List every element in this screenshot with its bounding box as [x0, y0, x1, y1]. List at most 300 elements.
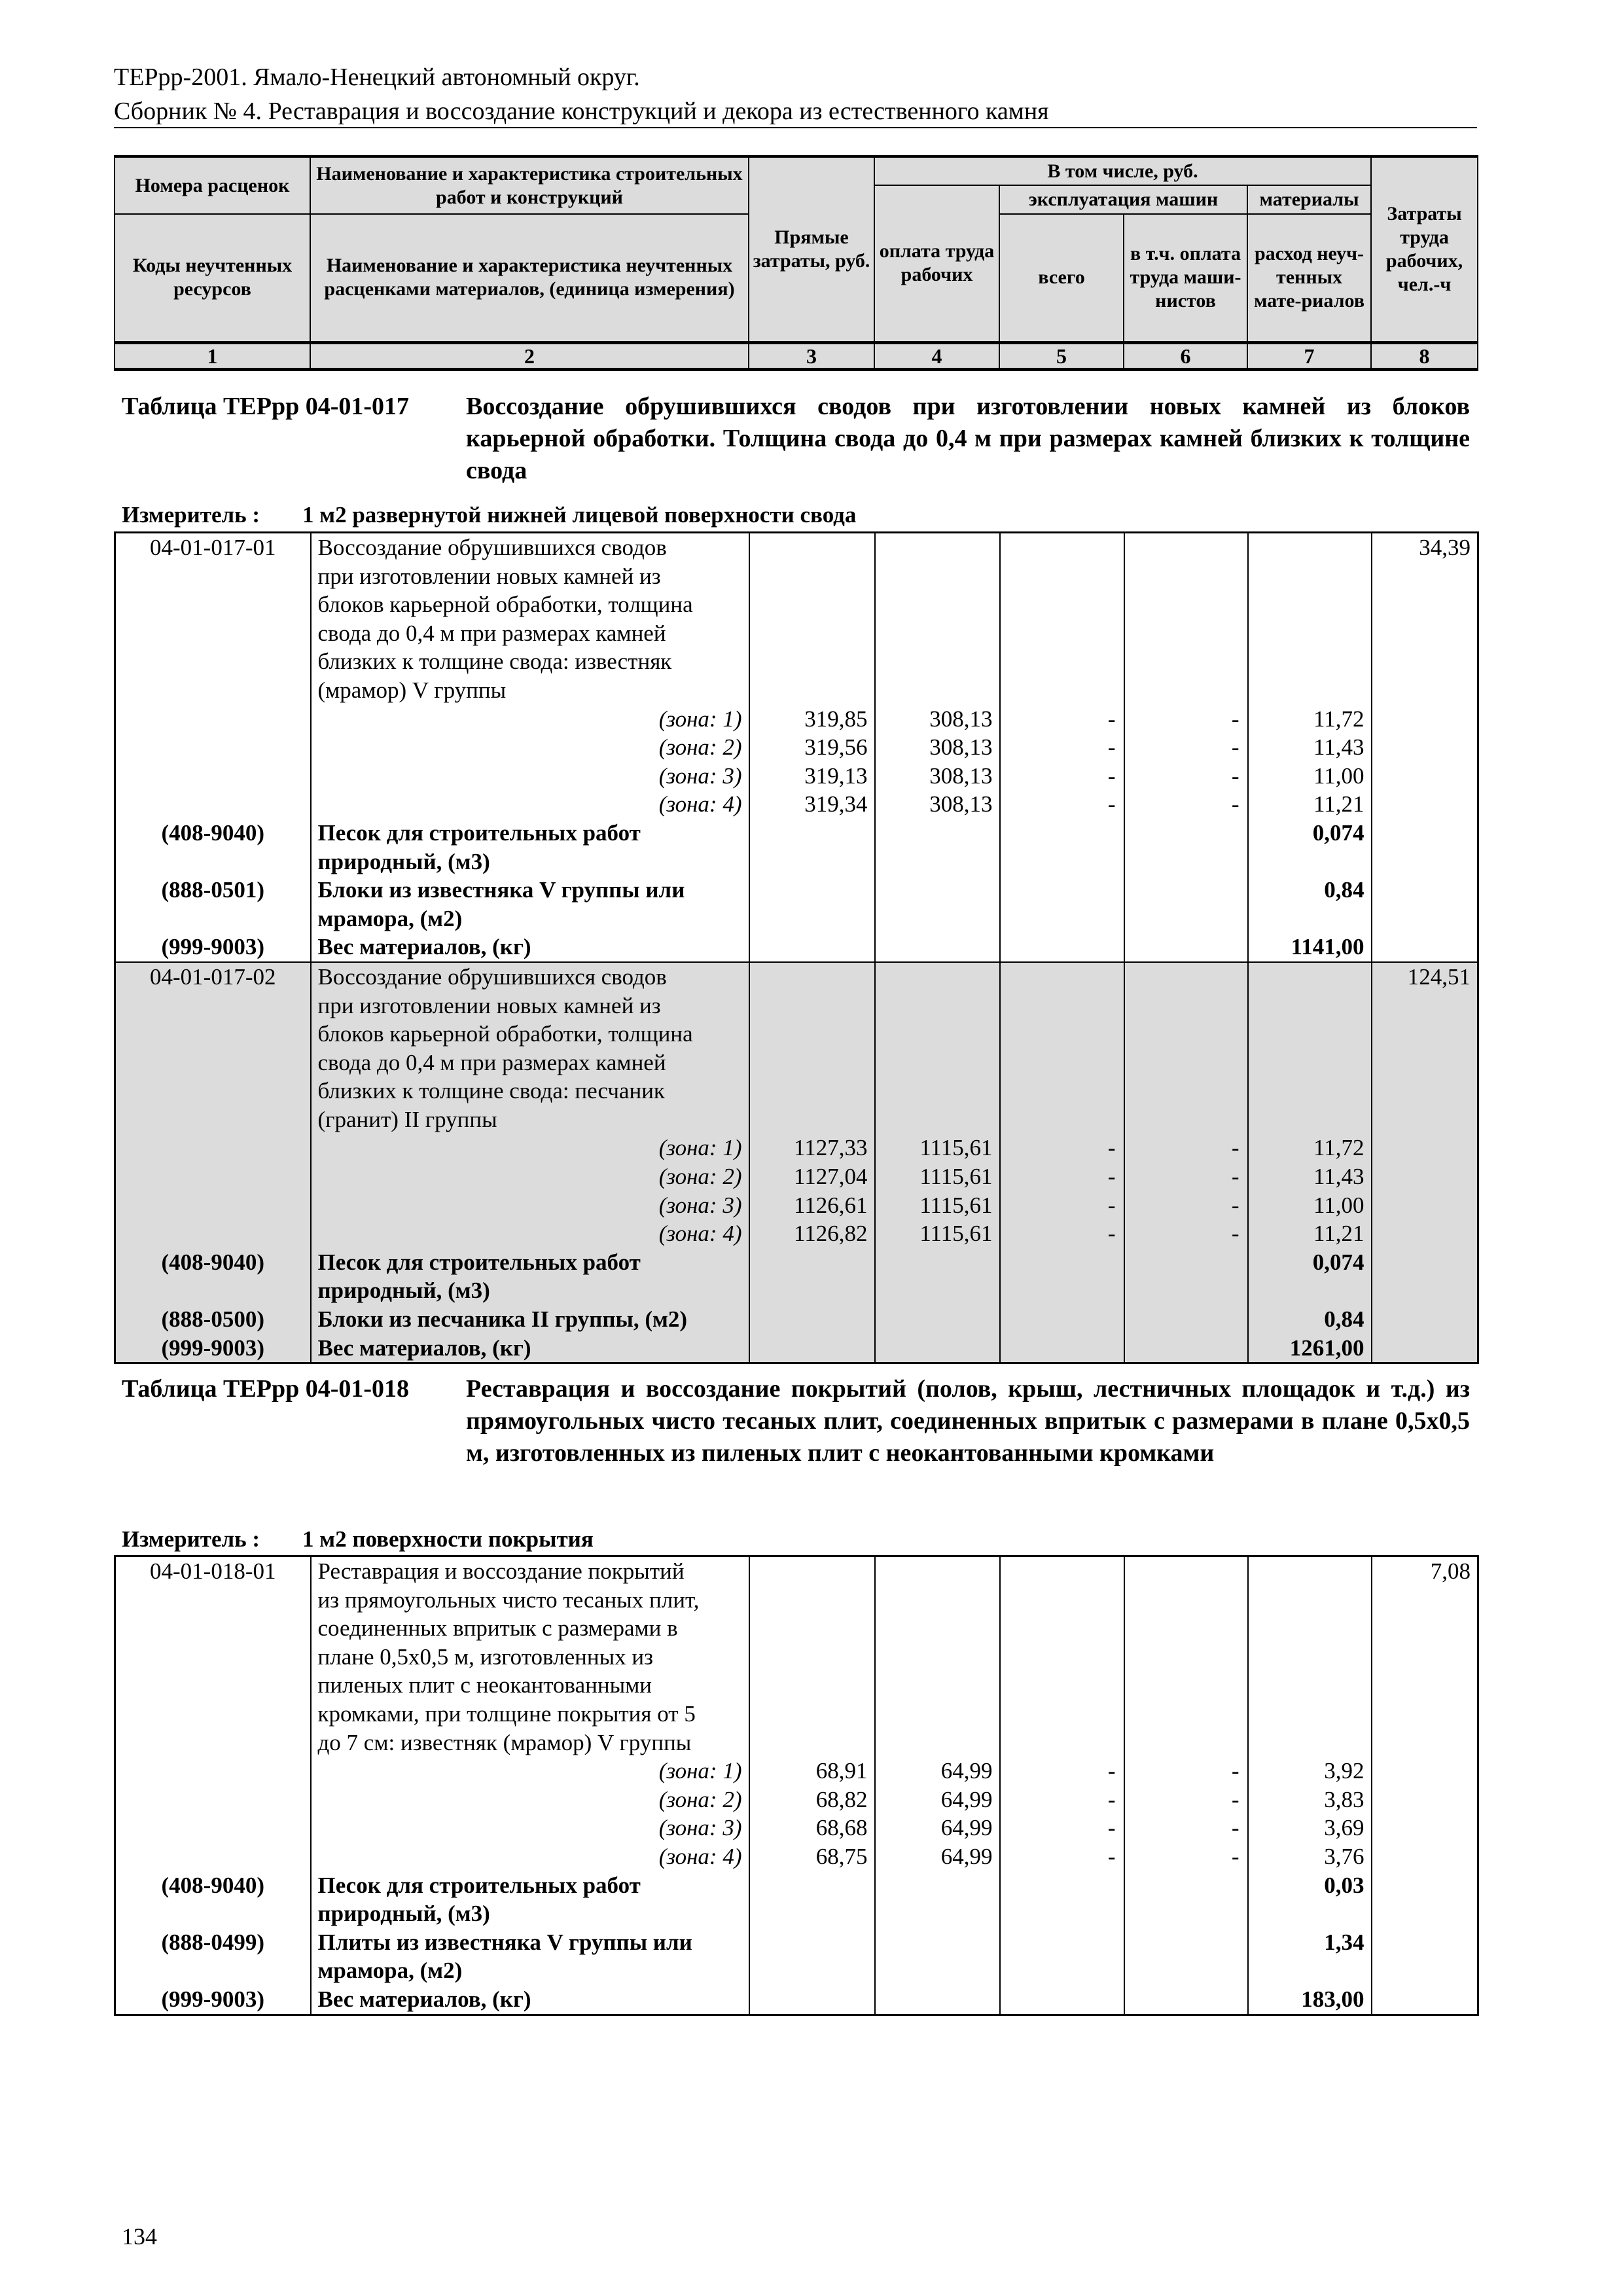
- empty-cell: [115, 1614, 311, 1643]
- empty-cell: [875, 590, 1000, 619]
- labor-pay-value: 1115,61: [875, 1162, 1000, 1191]
- table-row: [115, 1049, 1478, 1077]
- empty-cell: [1124, 676, 1248, 705]
- labor-pay-value: 64,99: [875, 1785, 1000, 1814]
- empty-cell: [749, 533, 875, 562]
- empty-cell: [1000, 590, 1124, 619]
- empty-cell: [1372, 1899, 1478, 1928]
- empty-cell: [115, 1105, 311, 1134]
- empty-cell: [1124, 1671, 1248, 1700]
- empty-cell: [115, 1134, 311, 1162]
- machinist-pay-value: -: [1124, 1842, 1248, 1871]
- empty-cell: [1372, 992, 1478, 1020]
- empty-cell: [875, 1956, 1000, 1985]
- resource-name-line: Блоки из известняка V группы или: [311, 876, 749, 905]
- materials-value: 11,00: [1248, 1191, 1372, 1220]
- labor-pay-value: 308,13: [875, 733, 1000, 762]
- empty-cell: [115, 1700, 311, 1729]
- empty-cell: [1248, 533, 1372, 562]
- empty-cell: [115, 1077, 311, 1105]
- table-row: [115, 676, 1478, 705]
- table-row: [115, 1305, 1478, 1334]
- empty-cell: [1372, 1842, 1478, 1871]
- empty-cell: [1372, 1871, 1478, 1900]
- empty-cell: [1124, 905, 1248, 933]
- empty-cell: [1248, 676, 1372, 705]
- resource-quantity: 1,34: [1248, 1928, 1372, 1957]
- zone-label: (зона: 3): [311, 1814, 749, 1842]
- empty-cell: [749, 1248, 875, 1277]
- empty-cell: [749, 1556, 875, 1586]
- resource-name-line: природный, (м3): [311, 1899, 749, 1928]
- table-row: [115, 733, 1478, 762]
- table-row: [115, 1248, 1478, 1277]
- table-row: [115, 1191, 1478, 1220]
- empty-cell: [1248, 848, 1372, 876]
- empty-cell: [1000, 676, 1124, 705]
- running-header-subtitle: Сборник № 4. Реставрация и воссоздание конструкций и декора из естественного камня: [114, 98, 1049, 125]
- empty-cell: [1124, 933, 1248, 962]
- table-row: [115, 1871, 1478, 1900]
- table-row: [115, 1814, 1478, 1842]
- empty-cell: [749, 1614, 875, 1643]
- zone-label: (зона: 3): [311, 762, 749, 791]
- empty-cell: [749, 1729, 875, 1757]
- header-labor-pay: оплата труда рабочих: [874, 185, 999, 342]
- empty-cell: [875, 905, 1000, 933]
- rate-description-line: из прямоугольных чисто тесаных плит,: [311, 1586, 749, 1615]
- empty-cell: [1372, 619, 1478, 648]
- header-machinist-pay: в т.ч. оплата труда маши-нистов: [1124, 214, 1247, 342]
- table-row: [115, 1671, 1478, 1700]
- empty-cell: [1248, 619, 1372, 648]
- labor-pay-value: 64,99: [875, 1814, 1000, 1842]
- empty-cell: [1000, 1928, 1124, 1957]
- header-rate-numbers: Номера расценок: [115, 156, 310, 214]
- machinist-pay-value: -: [1124, 1219, 1248, 1248]
- direct-costs-value: 1126,61: [749, 1191, 875, 1220]
- table-row: [115, 1586, 1478, 1615]
- empty-cell: [1124, 1899, 1248, 1928]
- machine-total-value: -: [1000, 1785, 1124, 1814]
- direct-costs-value: 1126,82: [749, 1219, 875, 1248]
- empty-cell: [115, 1899, 311, 1928]
- empty-cell: [1248, 1077, 1372, 1105]
- empty-cell: [1372, 1305, 1478, 1334]
- empty-cell: [749, 1105, 875, 1134]
- empty-cell: [875, 1248, 1000, 1277]
- empty-cell: [1372, 905, 1478, 933]
- header-machine-operation: эксплуатация машин: [999, 185, 1247, 214]
- resource-quantity: 0,03: [1248, 1871, 1372, 1900]
- labor-costs-value: 124,51: [1372, 962, 1478, 992]
- empty-cell: [115, 1842, 311, 1871]
- materials-value: 11,00: [1248, 762, 1372, 791]
- empty-cell: [1372, 1334, 1478, 1363]
- empty-cell: [875, 1871, 1000, 1900]
- resource-quantity: 0,074: [1248, 1248, 1372, 1277]
- page-number: 134: [122, 2223, 157, 2250]
- empty-cell: [875, 1586, 1000, 1615]
- empty-cell: [115, 1586, 311, 1615]
- rate-description-line: соединенных впритык с размерами в: [311, 1614, 749, 1643]
- empty-cell: [1124, 533, 1248, 562]
- table-row: [115, 905, 1478, 933]
- rate-description-line: при изготовлении новых камней из: [311, 992, 749, 1020]
- empty-cell: [1000, 619, 1124, 648]
- empty-cell: [1372, 1162, 1478, 1191]
- rate-code: 04-01-018-01: [115, 1556, 311, 1586]
- materials-value: 3,92: [1248, 1757, 1372, 1785]
- empty-cell: [875, 962, 1000, 992]
- empty-cell: [875, 1556, 1000, 1586]
- resource-name-line: Песок для строительных работ: [311, 819, 749, 848]
- empty-cell: [875, 1077, 1000, 1105]
- table-row: [115, 1556, 1478, 1586]
- table-row: [115, 562, 1478, 591]
- column-number: 2: [310, 342, 749, 369]
- rates-table: [114, 1555, 1479, 2016]
- empty-cell: [1000, 647, 1124, 676]
- direct-costs-value: 1127,33: [749, 1134, 875, 1162]
- empty-cell: [1124, 819, 1248, 848]
- empty-cell: [875, 1729, 1000, 1757]
- empty-cell: [1248, 562, 1372, 591]
- empty-cell: [1000, 1899, 1124, 1928]
- machinist-pay-value: -: [1124, 1757, 1248, 1785]
- table-row: [115, 590, 1478, 619]
- empty-cell: [749, 1871, 875, 1900]
- empty-cell: [875, 676, 1000, 705]
- machinist-pay-value: -: [1124, 1162, 1248, 1191]
- empty-cell: [1372, 1077, 1478, 1105]
- machine-total-value: -: [1000, 790, 1124, 819]
- empty-cell: [749, 647, 875, 676]
- resource-quantity: 1141,00: [1248, 933, 1372, 962]
- header-direct-costs: Прямые затраты, руб.: [749, 156, 874, 342]
- rate-description-line: Реставрация и воссоздание покрытий: [311, 1556, 749, 1586]
- empty-cell: [875, 1643, 1000, 1672]
- empty-cell: [115, 733, 311, 762]
- resource-name-line: Вес материалов, (кг): [311, 1334, 749, 1363]
- empty-cell: [1372, 1105, 1478, 1134]
- table-row: [115, 1729, 1478, 1757]
- direct-costs-value: 68,75: [749, 1842, 875, 1871]
- empty-cell: [749, 590, 875, 619]
- empty-cell: [1124, 1305, 1248, 1334]
- table-row: [115, 762, 1478, 791]
- table-row: [115, 619, 1478, 648]
- empty-cell: [749, 1077, 875, 1105]
- rate-description-line: при изготовлении новых камней из: [311, 562, 749, 591]
- resource-code: (408-9040): [115, 819, 311, 848]
- empty-cell: [875, 992, 1000, 1020]
- empty-cell: [749, 819, 875, 848]
- empty-cell: [875, 1020, 1000, 1049]
- machinist-pay-value: -: [1124, 1814, 1248, 1842]
- empty-cell: [1124, 992, 1248, 1020]
- table-row: [115, 962, 1478, 992]
- empty-cell: [1124, 1985, 1248, 2015]
- empty-cell: [749, 619, 875, 648]
- empty-cell: [1124, 562, 1248, 591]
- empty-cell: [749, 1928, 875, 1957]
- rate-description-line: (гранит) II группы: [311, 1105, 749, 1134]
- empty-cell: [1000, 1276, 1124, 1305]
- labor-pay-value: 1115,61: [875, 1191, 1000, 1220]
- empty-cell: [115, 1729, 311, 1757]
- empty-cell: [1000, 533, 1124, 562]
- zone-label: (зона: 2): [311, 1785, 749, 1814]
- direct-costs-value: 1127,04: [749, 1162, 875, 1191]
- empty-cell: [115, 590, 311, 619]
- materials-value: 11,43: [1248, 733, 1372, 762]
- empty-cell: [1372, 733, 1478, 762]
- empty-cell: [875, 562, 1000, 591]
- empty-cell: [1372, 1049, 1478, 1077]
- empty-cell: [1372, 1729, 1478, 1757]
- header-resource-codes: Коды неучтенных ресурсов: [115, 214, 310, 342]
- materials-value: 3,69: [1248, 1814, 1372, 1842]
- materials-value: 11,43: [1248, 1162, 1372, 1191]
- empty-cell: [1000, 1248, 1124, 1277]
- table-row: [115, 1899, 1478, 1928]
- rate-description-line: Воссоздание обрушившихся сводов: [311, 533, 749, 562]
- empty-cell: [1124, 1334, 1248, 1363]
- empty-cell: [1000, 1985, 1124, 2015]
- empty-cell: [1372, 562, 1478, 591]
- zone-label: (зона: 1): [311, 705, 749, 734]
- table-row: [115, 1276, 1478, 1305]
- empty-cell: [1000, 876, 1124, 905]
- header-material-name: Наименование и характеристика неучтенных расценками материалов, (единица измерения): [310, 214, 749, 342]
- measure-unit: [122, 1526, 594, 1553]
- empty-cell: [1000, 962, 1124, 992]
- direct-costs-value: 319,85: [749, 705, 875, 734]
- table-row: [115, 1162, 1478, 1191]
- rate-description-line: свода до 0,4 м при размерах камней: [311, 619, 749, 648]
- empty-cell: [1372, 1785, 1478, 1814]
- resource-name-line: Песок для строительных работ: [311, 1871, 749, 1900]
- machine-total-value: -: [1000, 1219, 1124, 1248]
- empty-cell: [1000, 1334, 1124, 1363]
- empty-cell: [1372, 1614, 1478, 1643]
- empty-cell: [1124, 1276, 1248, 1305]
- empty-cell: [1372, 1671, 1478, 1700]
- empty-cell: [1248, 590, 1372, 619]
- table-row: [115, 1985, 1478, 2015]
- empty-cell: [1000, 992, 1124, 1020]
- empty-cell: [1000, 1586, 1124, 1615]
- empty-cell: [875, 1105, 1000, 1134]
- rate-description-line: блоков карьерной обработки, толщина: [311, 590, 749, 619]
- labor-costs-value: 7,08: [1372, 1556, 1478, 1586]
- column-number: 3: [749, 342, 874, 369]
- empty-cell: [1124, 1248, 1248, 1277]
- table-row: [115, 1334, 1478, 1363]
- empty-cell: [1000, 1305, 1124, 1334]
- resource-name-line: Вес материалов, (кг): [311, 933, 749, 962]
- empty-cell: [875, 647, 1000, 676]
- materials-value: 11,21: [1248, 790, 1372, 819]
- table-title-text: Реставрация и воссоздание покрытий (полов, крыш, лестничных площадок и т.д.) из прямоугольных чисто тесаных плит, соединенных впритык с размерами в плане 0,5х0,5 м, изготовленных из пиленых плит с неокантованными кромками: [466, 1375, 1470, 1467]
- table-row: [115, 1700, 1478, 1729]
- empty-cell: [749, 1586, 875, 1615]
- empty-cell: [875, 1305, 1000, 1334]
- table-row: [115, 1614, 1478, 1643]
- empty-cell: [1248, 1556, 1372, 1586]
- empty-cell: [1372, 790, 1478, 819]
- empty-cell: [1000, 1956, 1124, 1985]
- measure-label: Измеритель :: [122, 502, 260, 528]
- table-row: [115, 933, 1478, 962]
- empty-cell: [749, 1671, 875, 1700]
- empty-cell: [875, 619, 1000, 648]
- empty-cell: [749, 1276, 875, 1305]
- resource-code: (408-9040): [115, 1871, 311, 1900]
- rate-description-line: свода до 0,4 м при размерах камней: [311, 1049, 749, 1077]
- direct-costs-value: 319,13: [749, 762, 875, 791]
- empty-cell: [1372, 647, 1478, 676]
- empty-cell: [115, 619, 311, 648]
- zone-label: (зона: 4): [311, 1842, 749, 1871]
- empty-cell: [875, 1276, 1000, 1305]
- labor-pay-value: 64,99: [875, 1757, 1000, 1785]
- empty-cell: [1248, 1643, 1372, 1672]
- empty-cell: [1372, 933, 1478, 962]
- empty-cell: [1124, 1105, 1248, 1134]
- direct-costs-value: 319,56: [749, 733, 875, 762]
- empty-cell: [1372, 1643, 1478, 1672]
- machinist-pay-value: -: [1124, 705, 1248, 734]
- empty-cell: [1124, 1614, 1248, 1643]
- rate-description-line: (мрамор) V группы: [311, 676, 749, 705]
- empty-cell: [1248, 1614, 1372, 1643]
- header-work-name: Наименование и характеристика строительных работ и конструкций: [310, 156, 749, 214]
- empty-cell: [1124, 619, 1248, 648]
- empty-cell: [1000, 905, 1124, 933]
- resource-quantity: 0,84: [1248, 1305, 1372, 1334]
- empty-cell: [115, 647, 311, 676]
- rate-description-line: близких к толщине свода: известняк: [311, 647, 749, 676]
- rate-item: [115, 533, 1478, 962]
- empty-cell: [1000, 933, 1124, 962]
- empty-cell: [115, 1814, 311, 1842]
- table-row: [115, 1219, 1478, 1248]
- machine-total-value: -: [1000, 1757, 1124, 1785]
- zone-label: (зона: 2): [311, 733, 749, 762]
- resource-name-line: мрамора, (м2): [311, 905, 749, 933]
- empty-cell: [1372, 1248, 1478, 1277]
- empty-cell: [1124, 1700, 1248, 1729]
- empty-cell: [1000, 848, 1124, 876]
- table-row: [115, 533, 1478, 562]
- measure-unit: [122, 501, 857, 529]
- measure-label: Измеритель :: [122, 1526, 260, 1552]
- empty-cell: [1248, 992, 1372, 1020]
- machine-total-value: -: [1000, 1162, 1124, 1191]
- empty-cell: [115, 1956, 311, 1985]
- empty-cell: [1000, 1700, 1124, 1729]
- labor-pay-value: 308,13: [875, 762, 1000, 791]
- empty-cell: [749, 676, 875, 705]
- empty-cell: [1124, 590, 1248, 619]
- measure-value: 1 м2 развернутой нижней лицевой поверхности свода: [302, 502, 857, 528]
- empty-cell: [749, 1700, 875, 1729]
- table-row: [115, 1105, 1478, 1134]
- rate-code: 04-01-017-02: [115, 962, 311, 992]
- column-number: 6: [1124, 342, 1247, 369]
- empty-cell: [1372, 1700, 1478, 1729]
- empty-cell: [1124, 1586, 1248, 1615]
- empty-cell: [1000, 1020, 1124, 1049]
- empty-cell: [1372, 590, 1478, 619]
- empty-cell: [1372, 1985, 1478, 2015]
- empty-cell: [115, 1643, 311, 1672]
- empty-cell: [749, 848, 875, 876]
- empty-cell: [1372, 1814, 1478, 1842]
- resource-name-line: Плиты из известняка V группы или: [311, 1928, 749, 1957]
- zone-label: (зона: 4): [311, 790, 749, 819]
- empty-cell: [115, 1785, 311, 1814]
- empty-cell: [875, 1334, 1000, 1363]
- zone-label: (зона: 1): [311, 1757, 749, 1785]
- machine-total-value: -: [1000, 705, 1124, 734]
- empty-cell: [1124, 848, 1248, 876]
- empty-cell: [1124, 1556, 1248, 1586]
- empty-cell: [875, 876, 1000, 905]
- empty-cell: [749, 1020, 875, 1049]
- machine-total-value: -: [1000, 1842, 1124, 1871]
- resource-code: (408-9040): [115, 1248, 311, 1277]
- empty-cell: [749, 1899, 875, 1928]
- empty-cell: [749, 1305, 875, 1334]
- empty-cell: [1372, 1956, 1478, 1985]
- resource-name-line: природный, (м3): [311, 848, 749, 876]
- labor-pay-value: 308,13: [875, 705, 1000, 734]
- materials-value: 11,72: [1248, 1134, 1372, 1162]
- empty-cell: [1000, 819, 1124, 848]
- empty-cell: [1372, 1219, 1478, 1248]
- empty-cell: [1372, 1586, 1478, 1615]
- empty-cell: [1124, 647, 1248, 676]
- materials-value: 11,72: [1248, 705, 1372, 734]
- empty-cell: [115, 1219, 311, 1248]
- empty-cell: [115, 1162, 311, 1191]
- empty-cell: [749, 1643, 875, 1672]
- rate-description-line: блоков карьерной обработки, толщина: [311, 1020, 749, 1049]
- materials-value: 3,83: [1248, 1785, 1372, 1814]
- direct-costs-value: 68,82: [749, 1785, 875, 1814]
- empty-cell: [115, 1671, 311, 1700]
- empty-cell: [1000, 1614, 1124, 1643]
- empty-cell: [115, 1757, 311, 1785]
- zone-label: (зона: 2): [311, 1162, 749, 1191]
- empty-cell: [1124, 1020, 1248, 1049]
- header-machine-total: всего: [999, 214, 1124, 342]
- empty-cell: [1000, 1556, 1124, 1586]
- table-row: [115, 1956, 1478, 1985]
- empty-cell: [1372, 876, 1478, 905]
- rates-table: [114, 531, 1479, 1364]
- empty-cell: [1000, 1049, 1124, 1077]
- resource-quantity: 1261,00: [1248, 1334, 1372, 1363]
- column-number: 5: [999, 342, 1124, 369]
- empty-cell: [1248, 905, 1372, 933]
- empty-cell: [1248, 1586, 1372, 1615]
- machinist-pay-value: -: [1124, 733, 1248, 762]
- empty-cell: [749, 562, 875, 591]
